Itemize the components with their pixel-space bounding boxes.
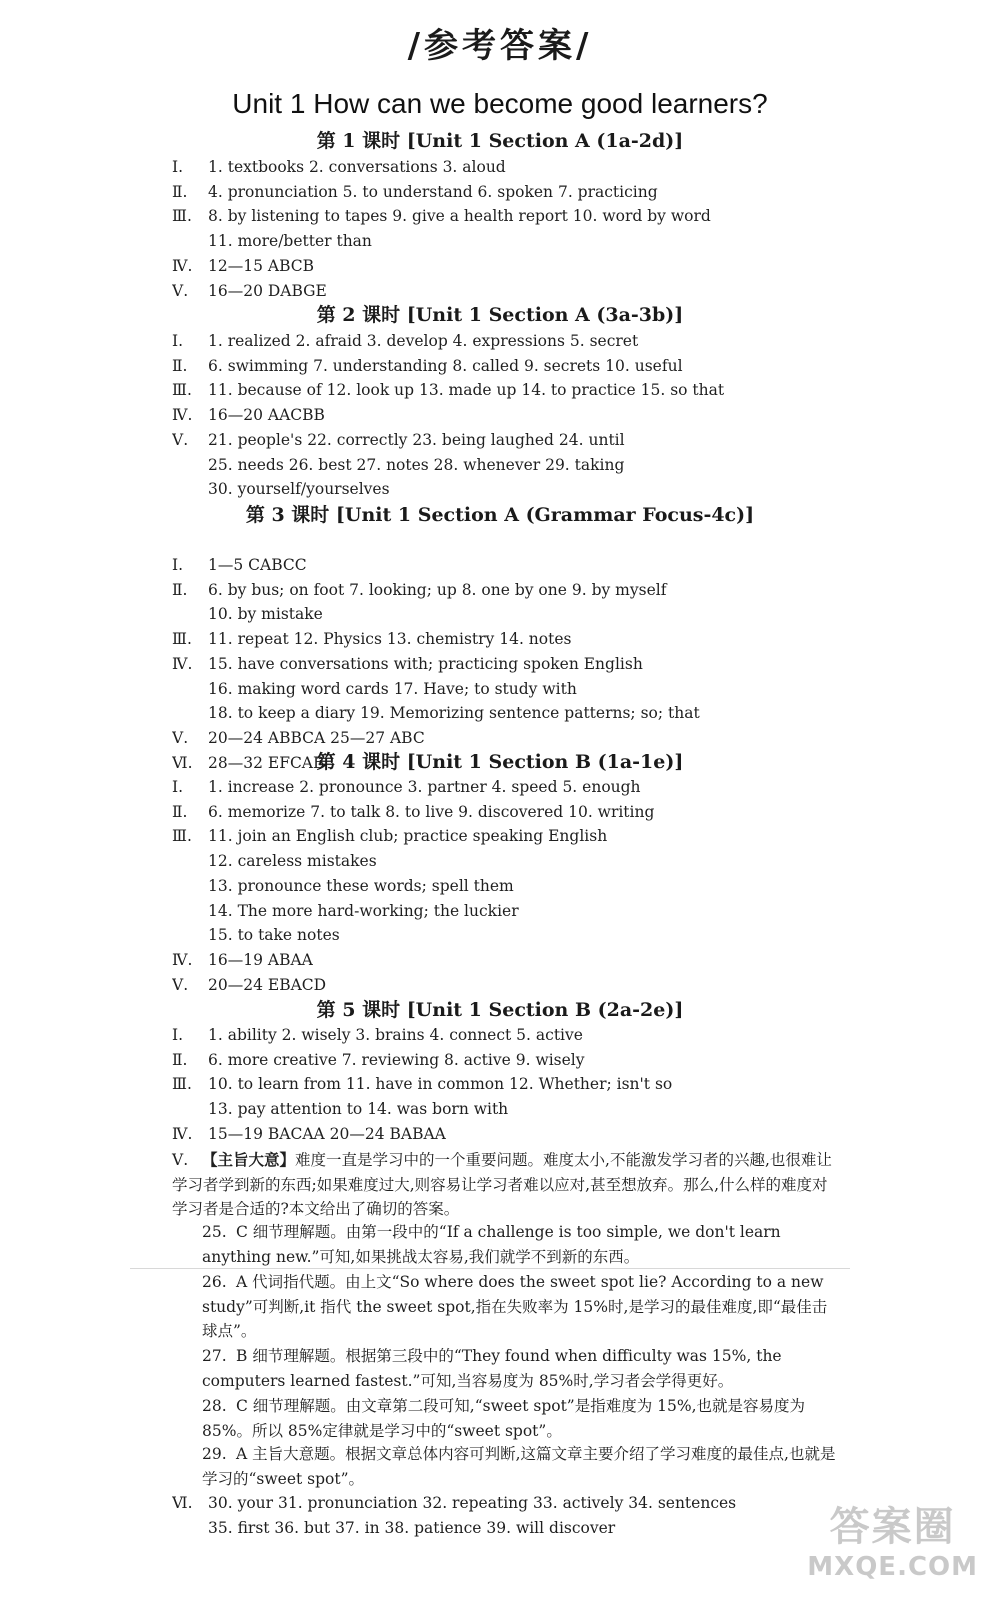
- question-number: Ⅱ.: [172, 356, 188, 375]
- answer-text: 35. first 36. but 37. in 38. patience 39. will discover: [208, 1518, 616, 1537]
- answer-text: 6. swimming 7. understanding 8. called 9. secrets 10. useful: [208, 356, 683, 375]
- question-number: Ⅲ.: [172, 630, 192, 649]
- answer-line: [172, 279, 882, 304]
- main-idea-tag: 【主旨大意】: [202, 1150, 296, 1169]
- answer-line: [172, 701, 882, 726]
- answer-text: 6. memorize 7. to talk 8. to live 9. discovered 10. writing: [208, 802, 655, 821]
- question-number: 28.: [202, 1397, 227, 1415]
- explanation-text: A 主旨大意题。根据文章总体内容可判断,这篇文章主要介绍了学习难度的最佳点,也就是学习的“sweet spot”。: [202, 1445, 836, 1488]
- answer-text: 1. textbooks 2. conversations 3. aloud: [208, 158, 506, 176]
- answer-line: [172, 1491, 882, 1516]
- answer-line: [172, 229, 882, 254]
- explanation-item: [202, 1442, 842, 1491]
- question-number: 29.: [202, 1445, 227, 1463]
- answer-line: [172, 874, 882, 899]
- question-number: Ⅱ.: [172, 182, 188, 201]
- answer-text: 4. pronunciation 5. to understand 6. spoken 7. practicing: [208, 182, 658, 201]
- answer-line: [172, 824, 882, 849]
- question-number: Ⅴ.: [172, 281, 189, 300]
- question-number: Ⅰ.: [172, 332, 184, 350]
- answer-line: [172, 652, 882, 677]
- question-number: Ⅱ.: [172, 580, 188, 599]
- explanation-item: [202, 1344, 842, 1393]
- lesson-heading: 第 3 课时 [Unit 1 Section A (Grammar Focus-4c)]: [245, 504, 755, 526]
- answer-line: [172, 403, 882, 428]
- answer-text: 1. realized 2. afraid 3. develop 4. expressions 5. secret: [208, 332, 639, 350]
- answer-line: [172, 155, 882, 180]
- answer-line: [172, 378, 882, 403]
- answer-text: 30. your 31. pronunciation 32. repeating 33. actively 34. sentences: [208, 1494, 737, 1512]
- question-number: Ⅰ.: [172, 158, 184, 176]
- answer-text: 11. because of 12. look up 13. made up 14. to practice 15. so that: [208, 381, 725, 400]
- question-number: 25.: [202, 1223, 227, 1241]
- answer-text: 10. by mistake: [208, 605, 323, 624]
- answer-line: [172, 453, 882, 478]
- question-number: Ⅵ.: [172, 1494, 193, 1512]
- question-number: Ⅰ.: [172, 778, 184, 796]
- question-number: Ⅰ.: [172, 556, 184, 574]
- question-number: Ⅱ.: [172, 1050, 188, 1069]
- answer-text: 25. needs 26. best 27. notes 28. whenever 29. taking: [208, 455, 625, 474]
- answer-text: 16—19 ABAA: [208, 950, 313, 969]
- watermark-logo: [807, 1495, 978, 1582]
- question-number: Ⅱ.: [172, 802, 188, 821]
- question-number: Ⅲ.: [172, 381, 192, 400]
- lesson-heading: 第 5 课时 [Unit 1 Section B (2a-2e)]: [316, 999, 684, 1021]
- question-number: Ⅲ.: [172, 827, 192, 846]
- lesson-heading: 第 4 课时 [Unit 1 Section B (1a-1e)]: [316, 751, 684, 773]
- question-number: 26.: [202, 1273, 227, 1291]
- answer-text: 12. careless mistakes: [208, 852, 377, 871]
- question-number: Ⅳ.: [172, 654, 193, 673]
- question-number: Ⅲ.: [172, 1075, 192, 1094]
- answer-text: 16—20 DABGE: [208, 281, 327, 300]
- question-number: Ⅵ.: [172, 753, 193, 772]
- unit-title: Unit 1 How can we become good learners?: [232, 88, 768, 119]
- answer-line: [172, 1023, 882, 1048]
- answer-line: [172, 775, 882, 800]
- answer-text: 11. more/better than: [208, 232, 372, 251]
- answer-text: 30. yourself/yourselves: [208, 480, 390, 499]
- answer-line: [172, 1072, 882, 1097]
- question-number: Ⅴ.: [172, 975, 189, 994]
- answer-line: [172, 1122, 882, 1147]
- explanation-text: C 细节理解题。由文章第二段可知,“sweet spot”是指难度为 15%,也就是容易度为 85%。所以 85%定律就是学习中的“sweet spot”。: [202, 1397, 806, 1440]
- question-number: Ⅴ.: [172, 1151, 189, 1169]
- answer-text: 11. join an English club; practice speaking English: [208, 827, 608, 846]
- answer-line: [172, 477, 882, 502]
- watermark-url: MXQE.COM: [807, 1552, 978, 1582]
- question-number: Ⅲ.: [172, 207, 192, 226]
- answer-text: 20—24 EBACD: [208, 975, 327, 994]
- answer-line: [172, 1097, 882, 1122]
- answer-line: [172, 800, 882, 825]
- answer-text: 6. more creative 7. reviewing 8. active 9. wisely: [208, 1050, 585, 1069]
- answer-line: [172, 899, 882, 924]
- answer-text: 16. making word cards 17. Have; to study with: [208, 679, 577, 698]
- answer-text: 12—15 ABCB: [208, 256, 314, 275]
- answer-line: [172, 677, 882, 702]
- answer-key-banner: /参考答案/: [407, 26, 593, 66]
- explanation-text: B 细节理解题。根据第三段中的“They found when difficulty was 15%, the computers learned fastest.”可知,当容易度为 85%时,学习者会学得更好。: [202, 1347, 782, 1390]
- answer-text: 15. have conversations with; practicing spoken English: [208, 654, 643, 673]
- answer-text: 28—32 EFCAB: [208, 753, 325, 772]
- answer-text: 16—20 AACBB: [208, 406, 325, 425]
- main-idea-paragraph: [172, 1148, 842, 1222]
- answer-text: 13. pronounce these words; spell them: [208, 876, 514, 895]
- answer-text: 18. to keep a diary 19. Memorizing sentence patterns; so; that: [208, 704, 700, 723]
- lesson-heading: 第 2 课时 [Unit 1 Section A (3a-3b)]: [316, 304, 684, 326]
- answer-line: [172, 180, 882, 205]
- answer-line: [172, 1516, 882, 1541]
- explanation-text: A 代词指代题。由上文“So where does the sweet spot lie? According to a new study”可判断,it 指代 the sweet spot,指在失败率为 15%时,是学习的最佳难度,即“最佳击球点”。: [202, 1273, 828, 1340]
- answer-line: [172, 553, 882, 578]
- answer-line: [172, 849, 882, 874]
- answer-text: 15. to take notes: [208, 926, 340, 945]
- answer-text: 8. by listening to tapes 9. give a health report 10. word by word: [208, 207, 711, 226]
- answer-text: 10. to learn from 11. have in common 12. Whether; isn't so: [208, 1075, 673, 1094]
- answer-text: 1. increase 2. pronounce 3. partner 4. speed 5. enough: [208, 778, 641, 796]
- answer-text: 20—24 ABBCA 25—27 ABC: [208, 728, 425, 747]
- answer-text: 14. The more hard-working; the luckier: [208, 901, 519, 920]
- answer-line: [172, 973, 882, 998]
- answer-line: [172, 354, 882, 379]
- lesson-heading: 第 1 课时 [Unit 1 Section A (1a-2d)]: [316, 130, 684, 152]
- question-number: Ⅳ.: [172, 256, 193, 275]
- explanation-item: [202, 1394, 842, 1443]
- answer-text: 11. repeat 12. Physics 13. chemistry 14. notes: [208, 630, 572, 649]
- answer-line: [172, 428, 882, 453]
- question-number: 27.: [202, 1347, 227, 1365]
- answer-line: [172, 602, 882, 627]
- page-divider: [130, 1268, 850, 1269]
- answer-line: [172, 254, 882, 279]
- answer-line: [172, 948, 882, 973]
- question-number: Ⅳ.: [172, 1124, 193, 1143]
- explanation-item: [202, 1220, 842, 1269]
- explanation-item: [202, 1270, 842, 1344]
- answer-line: [172, 1048, 882, 1073]
- answer-line: [172, 726, 882, 751]
- main-idea-text: 难度一直是学习中的一个重要问题。难度太小,不能激发学习者的兴趣,也很难让学习者学到新的东西;如果难度过大,则容易让学习者难以应对,甚至想放弃。那么,什么样的难度对学习者是合适的?本文给出了确切的答案。: [172, 1151, 832, 1218]
- answer-line: [172, 627, 882, 652]
- answer-line: [172, 923, 882, 948]
- question-number: Ⅳ.: [172, 406, 193, 425]
- answer-text: 15—19 BACAA 20—24 BABAA: [208, 1124, 446, 1143]
- answer-line: [172, 204, 882, 229]
- answer-text: 1—5 CABCC: [208, 556, 307, 574]
- answer-line: [172, 329, 882, 354]
- question-number: Ⅴ.: [172, 430, 189, 449]
- answer-text: 6. by bus; on foot 7. looking; up 8. one by one 9. by myself: [208, 580, 667, 599]
- watermark-text: 答案圈: [829, 1504, 956, 1550]
- explanation-text: C 细节理解题。由第一段中的“If a challenge is too simple, we don't learn anything new.”可知,如果挑战太容易,我们就学不到新的东西。: [202, 1223, 781, 1266]
- question-number: Ⅳ.: [172, 950, 193, 969]
- answer-text: 21. people's 22. correctly 23. being laughed 24. until: [208, 430, 625, 449]
- answer-text: 1. ability 2. wisely 3. brains 4. connect 5. active: [208, 1026, 583, 1044]
- answer-line: [172, 578, 882, 603]
- question-number: Ⅴ.: [172, 728, 189, 747]
- question-number: Ⅰ.: [172, 1026, 184, 1044]
- answer-text: 13. pay attention to 14. was born with: [208, 1100, 509, 1119]
